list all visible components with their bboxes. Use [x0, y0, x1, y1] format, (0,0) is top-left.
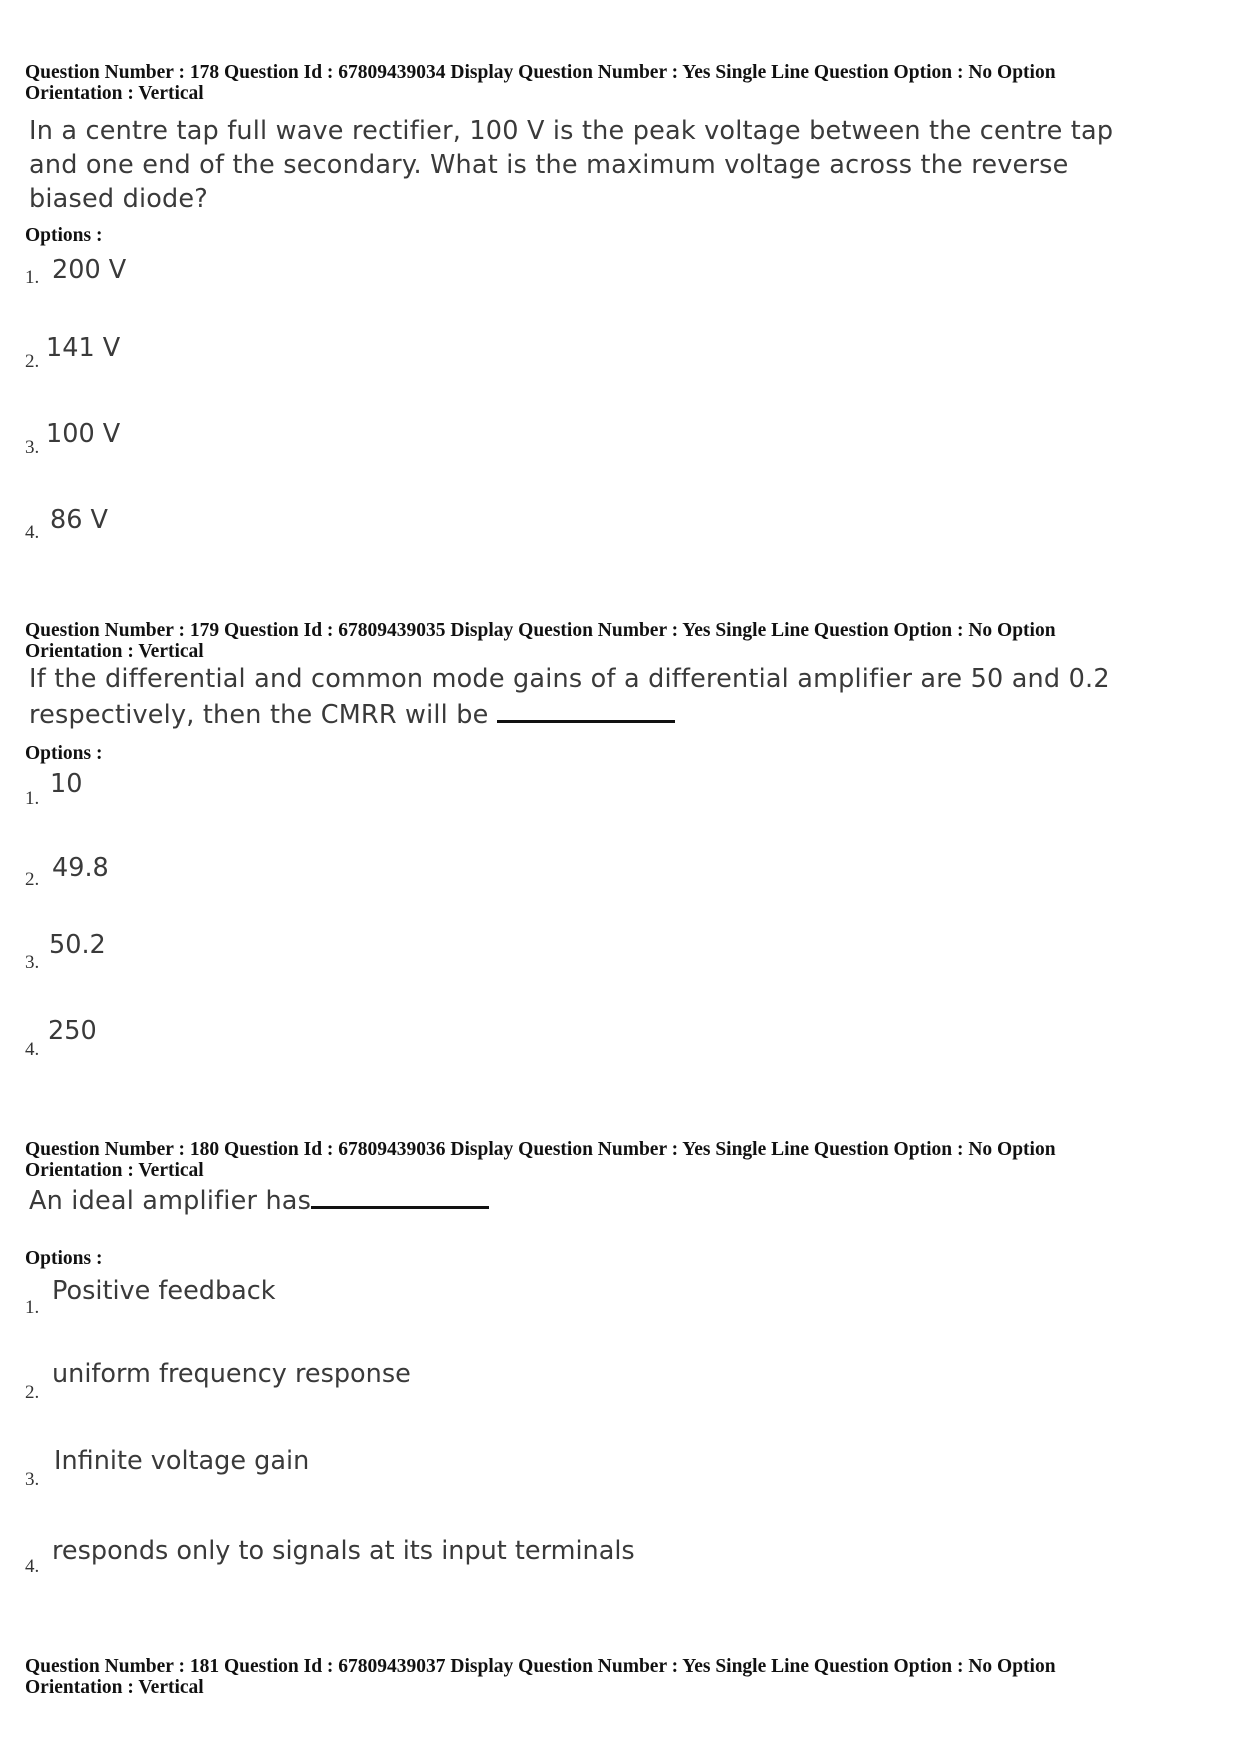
options-label: Options :: [25, 1248, 103, 1269]
question-text-line: [29, 1182, 1139, 1218]
question-text-line: and one end of the secondary. What is the maximum voltage across the reverse: [29, 150, 1069, 180]
question-178-text: [29, 114, 1139, 216]
option-number: 3.: [25, 437, 40, 458]
question-180-meta: [25, 1139, 1225, 1181]
question-text-line: biased diode?: [29, 184, 209, 214]
question-text-fragment: An ideal amplifier has: [29, 1186, 312, 1216]
option-text: 86 V: [50, 505, 108, 535]
question-meta-line: Orientation : Vertical: [25, 1677, 204, 1698]
answer-blank: [311, 1182, 489, 1209]
option-text: 49.8: [52, 853, 109, 883]
question-181-meta: [25, 1656, 1225, 1698]
question-178-meta: [25, 62, 1225, 104]
option-text: Infinite voltage gain: [54, 1446, 310, 1476]
option-text: responds only to signals at its input terminals: [52, 1536, 635, 1566]
option-number: 1.: [25, 788, 40, 809]
options-label: Options :: [25, 225, 103, 246]
question-meta-line: Question Number : 179 Question Id : 67809439035 Display Question Number : Yes Single Line Question Option : No Option: [25, 620, 1056, 641]
option-number: 3.: [25, 952, 40, 973]
question-meta-line: Question Number : 181 Question Id : 67809439037 Display Question Number : Yes Single Line Question Option : No Option: [25, 1656, 1056, 1677]
question-text-line: If the differential and common mode gains of a differential amplifier are 50 and 0.2: [29, 664, 1110, 694]
question-meta-line: Orientation : Vertical: [25, 641, 204, 662]
option-number: 1.: [25, 267, 40, 288]
option-text: 50.2: [49, 930, 106, 960]
option-number: 1.: [25, 1297, 40, 1318]
question-text-line: [29, 696, 1139, 732]
answer-blank: [497, 696, 675, 723]
option-text: uniform frequency response: [52, 1359, 411, 1389]
question-meta-line: Question Number : 178 Question Id : 67809439034 Display Question Number : Yes Single Line Question Option : No Option: [25, 62, 1056, 83]
option-text: 250: [48, 1016, 97, 1046]
question-180-text: [29, 1182, 1139, 1218]
question-meta-line: Orientation : Vertical: [25, 1160, 204, 1181]
option-text: 141 V: [46, 333, 121, 363]
option-number: 3.: [25, 1469, 40, 1490]
option-number: 4.: [25, 522, 40, 543]
question-text-fragment: respectively, then the CMRR will be: [29, 700, 489, 730]
option-number: 2.: [25, 1382, 40, 1403]
option-number: 2.: [25, 351, 40, 372]
question-179-text: [29, 662, 1139, 732]
question-meta-line: Orientation : Vertical: [25, 83, 204, 104]
option-number: 4.: [25, 1556, 40, 1577]
option-number: 2.: [25, 869, 40, 890]
option-text: 10: [50, 769, 83, 799]
option-text: Positive feedback: [52, 1276, 276, 1306]
question-meta-line: Question Number : 180 Question Id : 67809439036 Display Question Number : Yes Single Line Question Option : No Option: [25, 1139, 1056, 1160]
option-text: 200 V: [52, 255, 127, 285]
options-label: Options :: [25, 743, 103, 764]
question-text-line: In a centre tap full wave rectifier, 100 V is the peak voltage between the centre tap: [29, 116, 1114, 146]
option-number: 4.: [25, 1039, 40, 1060]
option-text: 100 V: [46, 419, 121, 449]
question-179-meta: [25, 620, 1225, 662]
